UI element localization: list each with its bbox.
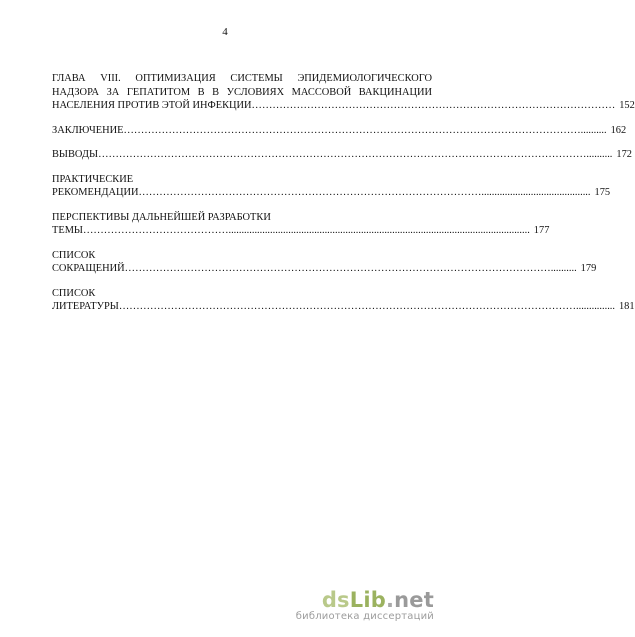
toc-leader-dots: ……………………………………………………………………………………………………………………………..........	[98, 149, 613, 160]
toc-entry-title: ЛИТЕРАТУРЫ	[52, 301, 119, 312]
toc-entry-title-line: СПИСОК	[52, 287, 96, 299]
toc-entry-literature[interactable]	[52, 287, 635, 314]
toc-entry-title-line: СПИСОК	[52, 249, 96, 261]
toc-leader-dots: ……………………………………………………………………………………………………………………..........	[123, 124, 607, 136]
toc-entry-recommendations[interactable]	[52, 173, 611, 200]
toc-entry-title-line: ПЕРСПЕКТИВЫ ДАЛЬНЕЙШЕЙ РАЗРАБОТКИ	[52, 211, 271, 223]
watermark-subtitle: библиотека диссертаций	[295, 611, 434, 622]
toc-leader-dots: ……………………………………………………………………………………………………………………...............	[118, 301, 615, 312]
dslib-watermark	[296, 589, 434, 623]
toc-leader-dots: ………………………………………………………………………………………..........................................	[138, 187, 591, 198]
toc-entry-title: НАСЕЛЕНИЯ ПРОТИВ ЭТОЙ ИНФЕКЦИИ	[52, 100, 252, 111]
toc-entry-last-line	[52, 148, 632, 162]
toc-leader-dots: ……………………………………………………………………………………………	[251, 100, 616, 111]
logo-part-lib: Lib	[349, 588, 386, 612]
dslib-logo	[296, 589, 434, 611]
toc-entry-conclusion[interactable]	[52, 124, 627, 138]
toc-entry-title: ВЫВОДЫ	[52, 149, 99, 160]
toc-entry-findings[interactable]	[52, 148, 632, 162]
toc-entry-title: СОКРАЩЕНИЙ	[52, 263, 125, 274]
toc-entry-last-line	[52, 124, 627, 138]
logo-part-dot: .	[385, 588, 395, 612]
toc-page-number: 162	[610, 124, 627, 136]
toc-entry-last-line	[52, 186, 611, 200]
logo-part-ds: ds	[321, 588, 350, 612]
toc-entry-title: ЗАКЛЮЧЕНИЕ	[52, 124, 124, 136]
toc-page-number: 179	[580, 263, 597, 274]
toc-leader-dots: ……………………………………………………………………………………………………………..........	[124, 263, 577, 274]
table-of-contents	[52, 72, 635, 325]
toc-entry-title: ТЕМЫ	[52, 225, 83, 236]
toc-leader-dots: ……………………………………....................................................................................................................	[83, 225, 530, 236]
toc-page-number: 177	[533, 225, 550, 236]
toc-entry-title: РЕКОМЕНДАЦИИ	[52, 187, 139, 198]
toc-entry-chapter-8[interactable]	[52, 72, 635, 113]
page-number: 4	[222, 26, 228, 38]
toc-page-number: 175	[594, 187, 611, 198]
toc-page-number: 181	[618, 301, 635, 312]
toc-entry-title-line: НАДЗОРА ЗА ГЕПАТИТОМ В В УСЛОВИЯХ МАССОВОЙ ВАКЦИНАЦИИ	[52, 86, 432, 98]
toc-entry-last-line	[52, 99, 635, 113]
toc-entry-perspectives[interactable]	[52, 211, 550, 238]
toc-entry-abbreviations[interactable]	[52, 249, 597, 276]
toc-page-number: 152	[619, 100, 635, 111]
toc-entry-last-line	[52, 262, 597, 276]
toc-entry-last-line	[52, 300, 635, 314]
toc-entry-title-line: ПРАКТИЧЕСКИЕ	[52, 173, 134, 185]
toc-entry-last-line	[52, 224, 550, 238]
logo-part-net: net	[394, 588, 434, 612]
toc-entry-title-line: ГЛАВА VIII. ОПТИМИЗАЦИЯ СИСТЕМЫ ЭПИДЕМИОЛОГИЧЕСКОГО	[52, 73, 432, 84]
toc-page-number: 172	[616, 149, 632, 160]
